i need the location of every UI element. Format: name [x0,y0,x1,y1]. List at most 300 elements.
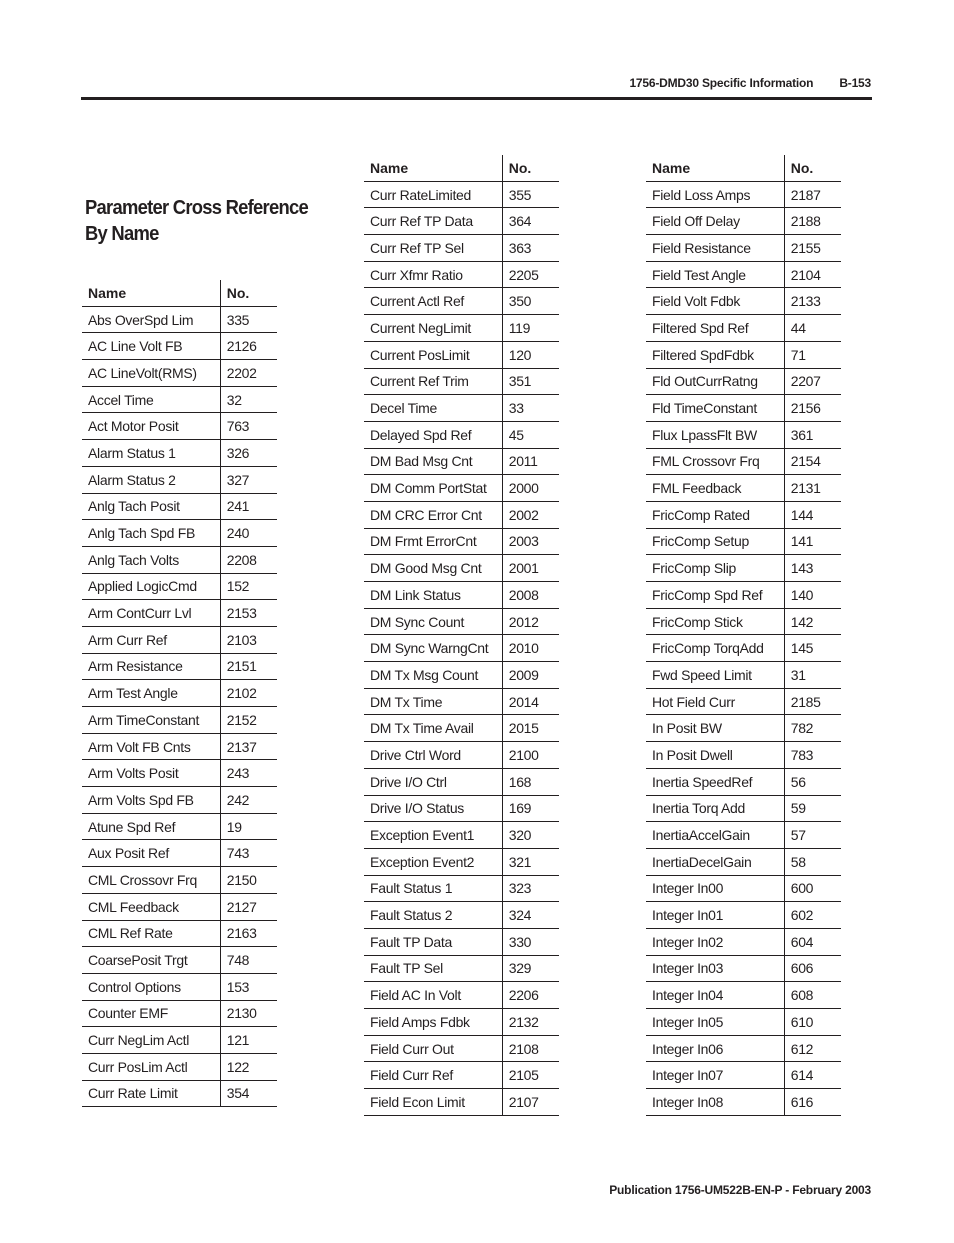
parameter-name: Delayed Spd Ref [364,421,502,448]
parameter-number: 59 [784,795,841,822]
table-row [646,635,841,662]
parameter-name: Current PosLimit [364,341,502,368]
table-row [646,662,841,689]
parameter-name: CoarsePosit Trgt [82,947,220,974]
parameter-name: Inertia Torq Add [646,795,784,822]
table-row [82,573,277,600]
parameter-number: 145 [784,635,841,662]
table-row [646,982,841,1009]
parameter-name: Curr PosLim Actl [82,1053,220,1080]
parameter-name: Integer In05 [646,1009,784,1036]
parameter-name: DM Link Status [364,582,502,609]
table-row [82,893,277,920]
header-rule [81,97,872,100]
parameter-name: Anlg Tach Volts [82,546,220,573]
table-row [646,742,841,769]
parameter-number: 2156 [784,395,841,422]
table-row [364,742,559,769]
parameter-name: DM Bad Msg Cnt [364,448,502,475]
parameter-number: 57 [784,822,841,849]
parameter-number: 2002 [502,501,559,528]
parameter-number: 241 [220,493,277,520]
parameter-name: DM Good Msg Cnt [364,555,502,582]
table-row [82,306,277,333]
parameter-number: 2152 [220,707,277,734]
table-row [364,662,559,689]
parameter-number: 2008 [502,582,559,609]
parameter-name: Fld TimeConstant [646,395,784,422]
table-row [646,822,841,849]
parameter-number: 600 [784,875,841,902]
table-row [82,920,277,947]
table-row [364,208,559,235]
parameter-name: Arm TimeConstant [82,707,220,734]
parameter-number: 2208 [220,546,277,573]
parameter-name: DM Tx Time Avail [364,715,502,742]
parameter-name: Fwd Speed Limit [646,662,784,689]
parameter-name: Accel Time [82,386,220,413]
parameter-number: 610 [784,1009,841,1036]
parameter-name: Field Resistance [646,235,784,262]
table-row [364,768,559,795]
parameter-number: 326 [220,440,277,467]
header-section: 1756-DMD30 Specific Information [629,76,814,90]
parameter-number: 2153 [220,600,277,627]
parameter-number: 2133 [784,288,841,315]
parameter-number: 2102 [220,680,277,707]
table-row [646,715,841,742]
parameter-name: In Posit BW [646,715,784,742]
table-row [364,1089,559,1116]
table-row [646,261,841,288]
parameter-name: DM Comm PortStat [364,475,502,502]
parameter-name: FML Feedback [646,475,784,502]
table-row [646,608,841,635]
parameter-name: Fault TP Data [364,928,502,955]
page-footer: Publication 1756-UM522B-EN-P - February 2003 [609,1183,871,1197]
parameter-number: 2151 [220,653,277,680]
parameter-number: 2130 [220,1000,277,1027]
table-row [646,181,841,208]
table-row [646,395,841,422]
parameter-number: 606 [784,955,841,982]
table-row [646,1035,841,1062]
parameter-name: Exception Event1 [364,822,502,849]
parameter-number: 355 [502,181,559,208]
parameter-number: 2185 [784,688,841,715]
parameter-number: 2014 [502,688,559,715]
parameter-name: Control Options [82,973,220,1000]
table-row [364,955,559,982]
parameter-name: Arm Volts Spd FB [82,787,220,814]
table-row [646,875,841,902]
parameter-number: 2010 [502,635,559,662]
parameter-name: Drive I/O Status [364,795,502,822]
table-row [364,1035,559,1062]
table-row [364,582,559,609]
parameter-number: 2155 [784,235,841,262]
table-row [364,688,559,715]
parameter-name: Integer In00 [646,875,784,902]
table-row [364,315,559,342]
parameter-number: 327 [220,466,277,493]
column-header-name: Name [364,155,502,181]
table-row [364,288,559,315]
parameter-number: 329 [502,955,559,982]
parameter-name: Filtered Spd Ref [646,315,784,342]
parameter-number: 616 [784,1089,841,1116]
table-row [646,341,841,368]
page-number: B-153 [839,76,871,90]
parameter-number: 335 [220,306,277,333]
table-row [646,1009,841,1036]
parameter-name: Field Volt Fdbk [646,288,784,315]
parameter-number: 2131 [784,475,841,502]
table-row [364,368,559,395]
table-row [364,181,559,208]
parameter-number: 58 [784,848,841,875]
parameter-name: CML Ref Rate [82,920,220,947]
parameter-name: Curr RateLimited [364,181,502,208]
page-title [85,195,306,247]
table-row [82,413,277,440]
table-row [82,947,277,974]
parameter-number: 323 [502,875,559,902]
parameter-number: 2015 [502,715,559,742]
parameter-number: 240 [220,520,277,547]
table-row [82,760,277,787]
parameter-name: FricComp Spd Ref [646,582,784,609]
parameter-name: Arm Resistance [82,653,220,680]
parameter-number: 153 [220,973,277,1000]
parameter-name: DM Sync Count [364,608,502,635]
table-row [82,680,277,707]
parameter-number: 350 [502,288,559,315]
parameter-name: Exception Event2 [364,848,502,875]
parameter-name: Current Actl Ref [364,288,502,315]
table-row [646,235,841,262]
parameter-name: DM Frmt ErrorCnt [364,528,502,555]
parameter-number: 2103 [220,626,277,653]
parameter-name: Inertia SpeedRef [646,768,784,795]
cross-reference-table-3 [646,155,841,1116]
table-row [646,795,841,822]
parameter-number: 2105 [502,1062,559,1089]
parameter-number: 614 [784,1062,841,1089]
parameter-name: Arm Curr Ref [82,626,220,653]
parameter-number: 122 [220,1053,277,1080]
table-row [364,848,559,875]
parameter-name: Atune Spd Ref [82,813,220,840]
parameter-name: Integer In04 [646,982,784,1009]
parameter-number: 143 [784,555,841,582]
parameter-number: 2202 [220,360,277,387]
table-row [82,707,277,734]
parameter-name: Field Loss Amps [646,181,784,208]
parameter-number: 363 [502,235,559,262]
table-row [82,973,277,1000]
page-header [0,0,954,102]
parameter-name: Curr NegLim Actl [82,1027,220,1054]
parameter-number: 120 [502,341,559,368]
parameter-name: Integer In02 [646,928,784,955]
table-row [82,787,277,814]
parameter-number: 44 [784,315,841,342]
parameter-name: Fld OutCurrRatng [646,368,784,395]
table-row [82,466,277,493]
table-row [364,555,559,582]
table-row [364,528,559,555]
parameter-number: 602 [784,902,841,929]
parameter-name: Arm Volt FB Cnts [82,733,220,760]
parameter-number: 2127 [220,893,277,920]
table-row [82,813,277,840]
parameter-name: FricComp TorqAdd [646,635,784,662]
cross-reference-table-1 [82,280,277,1107]
parameter-name: Hot Field Curr [646,688,784,715]
column-header-no: No. [502,155,559,181]
parameter-name: Integer In01 [646,902,784,929]
table-row [646,902,841,929]
table-row [82,733,277,760]
parameter-name: Curr Xfmr Ratio [364,261,502,288]
parameter-name: Integer In08 [646,1089,784,1116]
table-row [364,1062,559,1089]
parameter-number: 119 [502,315,559,342]
parameter-name: DM CRC Error Cnt [364,501,502,528]
parameter-name: Current NegLimit [364,315,502,342]
parameter-number: 2001 [502,555,559,582]
parameter-number: 2207 [784,368,841,395]
parameter-number: 56 [784,768,841,795]
parameter-name: Act Motor Posit [82,413,220,440]
parameter-name: Anlg Tach Spd FB [82,520,220,547]
parameter-name: FML Crossovr Frq [646,448,784,475]
table-row [646,1062,841,1089]
parameter-number: 2132 [502,1009,559,1036]
parameter-name: FricComp Slip [646,555,784,582]
parameter-name: CML Crossovr Frq [82,867,220,894]
parameter-name: Curr Ref TP Data [364,208,502,235]
parameter-number: 71 [784,341,841,368]
parameter-name: Filtered SpdFdbk [646,341,784,368]
parameter-name: Flux LpassFlt BW [646,421,784,448]
table-row [82,867,277,894]
parameter-number: 169 [502,795,559,822]
table-row [364,902,559,929]
table-row [364,395,559,422]
table-row [646,768,841,795]
parameter-number: 2126 [220,333,277,360]
parameter-name: Field Off Delay [646,208,784,235]
parameter-number: 612 [784,1035,841,1062]
parameter-number: 351 [502,368,559,395]
parameter-name: Counter EMF [82,1000,220,1027]
table-row [646,555,841,582]
parameter-number: 330 [502,928,559,955]
parameter-number: 320 [502,822,559,849]
parameter-number: 144 [784,501,841,528]
table-row [646,528,841,555]
table-header-row [646,155,841,181]
parameter-name: Arm Volts Posit [82,760,220,787]
parameter-number: 242 [220,787,277,814]
table-row [364,501,559,528]
table-row [364,635,559,662]
parameter-number: 2000 [502,475,559,502]
parameter-number: 324 [502,902,559,929]
table-row [364,822,559,849]
parameter-name: Field Amps Fdbk [364,1009,502,1036]
parameter-number: 2104 [784,261,841,288]
parameter-name: In Posit Dwell [646,742,784,769]
parameter-name: DM Sync WarngCnt [364,635,502,662]
table-row [82,386,277,413]
parameter-name: Drive Ctrl Word [364,742,502,769]
parameter-name: Alarm Status 2 [82,466,220,493]
table-row [364,421,559,448]
parameter-number: 2188 [784,208,841,235]
parameter-number: 2100 [502,742,559,769]
parameter-name: Applied LogicCmd [82,573,220,600]
parameter-number: 783 [784,742,841,769]
table-row [364,261,559,288]
table-row [82,600,277,627]
table-row [646,928,841,955]
table-row [82,440,277,467]
table-row [364,982,559,1009]
table-row [646,1089,841,1116]
parameter-number: 2150 [220,867,277,894]
table-row [646,368,841,395]
parameter-name: Curr Ref TP Sel [364,235,502,262]
parameter-number: 33 [502,395,559,422]
table-row [364,475,559,502]
parameter-name: Decel Time [364,395,502,422]
parameter-name: DM Tx Time [364,688,502,715]
column-header-name: Name [646,155,784,181]
parameter-number: 243 [220,760,277,787]
parameter-number: 19 [220,813,277,840]
title-line-2: By Name [85,223,159,245]
parameter-number: 2012 [502,608,559,635]
table-row [82,653,277,680]
parameter-name: Arm ContCurr Lvl [82,600,220,627]
parameter-name: Alarm Status 1 [82,440,220,467]
table-row [646,208,841,235]
parameter-number: 604 [784,928,841,955]
table-row [364,341,559,368]
table-row [82,546,277,573]
table-row [646,688,841,715]
table-row [364,235,559,262]
parameter-number: 2137 [220,733,277,760]
parameter-name: Fault TP Sel [364,955,502,982]
parameter-name: FricComp Setup [646,528,784,555]
parameter-number: 321 [502,848,559,875]
parameter-number: 142 [784,608,841,635]
table-row [82,840,277,867]
table-row [364,875,559,902]
parameter-number: 2205 [502,261,559,288]
table-row [646,475,841,502]
table-header-row [82,280,277,306]
parameter-number: 364 [502,208,559,235]
table-row [646,955,841,982]
parameter-name: Fault Status 1 [364,875,502,902]
parameter-name: DM Tx Msg Count [364,662,502,689]
table-row [364,608,559,635]
table-header-row [364,155,559,181]
parameter-name: Anlg Tach Posit [82,493,220,520]
parameter-number: 743 [220,840,277,867]
parameter-name: Drive I/O Ctrl [364,768,502,795]
parameter-number: 748 [220,947,277,974]
parameter-number: 361 [784,421,841,448]
parameter-name: InertiaAccelGain [646,822,784,849]
title-line-1: Parameter Cross Reference [85,197,308,219]
table-row [82,1053,277,1080]
column-header-no: No. [220,280,277,306]
parameter-number: 141 [784,528,841,555]
table-row [82,493,277,520]
parameter-number: 608 [784,982,841,1009]
parameter-number: 2003 [502,528,559,555]
table-row [82,1080,277,1107]
table-row [646,501,841,528]
table-row [364,928,559,955]
table-row [82,520,277,547]
table-row [82,1000,277,1027]
parameter-name: Abs OverSpd Lim [82,306,220,333]
parameter-number: 45 [502,421,559,448]
parameter-number: 2108 [502,1035,559,1062]
parameter-number: 2206 [502,982,559,1009]
parameter-name: Curr Rate Limit [82,1080,220,1107]
parameter-name: FricComp Stick [646,608,784,635]
column-header-name: Name [82,280,220,306]
parameter-number: 2107 [502,1089,559,1116]
parameter-name: Field Curr Out [364,1035,502,1062]
parameter-number: 32 [220,386,277,413]
parameter-number: 354 [220,1080,277,1107]
table-row [364,1009,559,1036]
table-row [364,448,559,475]
parameter-number: 168 [502,768,559,795]
table-row [364,795,559,822]
parameter-name: Field AC In Volt [364,982,502,1009]
parameter-number: 2011 [502,448,559,475]
parameter-name: Integer In07 [646,1062,784,1089]
table-row [646,315,841,342]
parameter-number: 2187 [784,181,841,208]
parameter-number: 2009 [502,662,559,689]
header-text [629,76,871,90]
parameter-number: 152 [220,573,277,600]
parameter-number: 763 [220,413,277,440]
parameter-name: AC Line Volt FB [82,333,220,360]
parameter-number: 2163 [220,920,277,947]
parameter-name: Fault Status 2 [364,902,502,929]
parameter-name: AC LineVolt(RMS) [82,360,220,387]
parameter-name: Field Test Angle [646,261,784,288]
table-row [646,582,841,609]
table-row [646,448,841,475]
column-header-no: No. [784,155,841,181]
parameter-number: 782 [784,715,841,742]
parameter-name: FricComp Rated [646,501,784,528]
parameter-name: Field Curr Ref [364,1062,502,1089]
